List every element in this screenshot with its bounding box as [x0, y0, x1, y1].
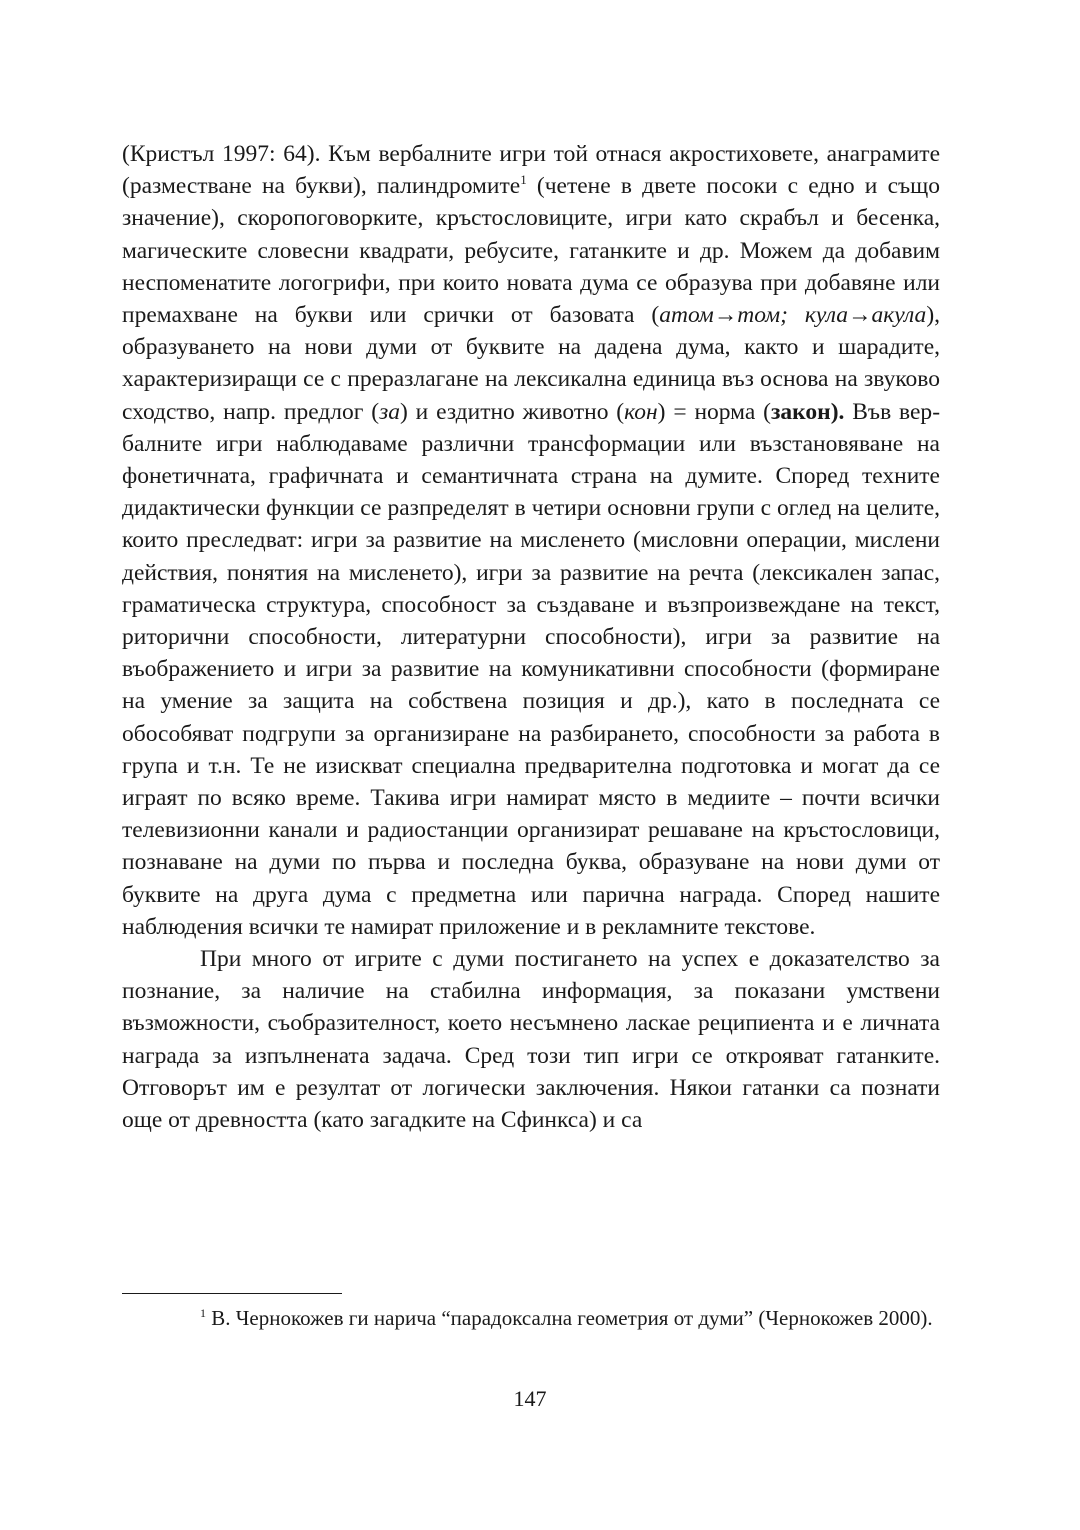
- paragraph-1-text-b: (четене в двете посоки с едно и също значение), скоропоговорките, кръстословиците, игри като скрабъл и бесенка, магическите словесни квадрати, ребусите, гатанките и др. Можем да добавим неспоменатите логогрифи, при които новата дума се образува при добавяне или премахване на букви или срички от базовата (: [122, 173, 940, 329]
- example-logogriph: атом→том; кула→акула: [659, 302, 927, 329]
- example-answer: закон).: [770, 398, 845, 425]
- footnote-mark: 1: [200, 1306, 206, 1320]
- paragraph-1-text-c: ), образуването на нови думи от буквите на дадена дума, както и шарадите, характеризиращи се с преразлагане на лексикална единица въз основа на звуково сходство, напр. предлог (: [122, 302, 941, 425]
- paragraph-2: При много от игрите с думи постигането на успех е доказателство за познание, за наличие на стабилна информация, за показани умствени възможности, съобразителност, което несъмнено ласкае реципиента и е личната награда за изпълнената задача. Сред този тип игри се открояват гатанките. Отговорът им е резултат от логически заключения. Някои гатанки са познати още от древността (като загадките на Сфинкса) и са: [122, 946, 940, 1134]
- footnote: [122, 1303, 940, 1334]
- footnote-reference[interactable]: 1: [520, 172, 527, 188]
- example-preposition: за: [379, 398, 400, 425]
- paragraph-1-text-f: Във вербалните игри наблюдаваме различни трансформации или възстановяване на фонетичната, графичната и семантичната страна на думите. Според техните дидактически функции се разпределят в четири основни групи с оглед на целите, които преследват: игри за развитие на мисленето (мисловни операции, мислени действия, понятия на мисленето), игри за развитие на речта (лексикален запас, граматическа структура, способност за създаване и възпроизвеждане на текст, риторични способности, литературни способности), игри за развитие на въображението и игри за развитие на комуникативни способности (формиране на умение за защита на собствена позиция и др.), като в последната се обособяват подгрупи за организиране на разбирането, способности за работа в група и т.н. Те не изискват специална предварителна подготовка и могат да се играят по всяко време. Такива игри намират място в медиите – почти всички телевизионни канали и радиостанции организират решаване на кръстословици, познаване на думи по първа и последна буква, образуване на нови думи от буквите на друга дума с предметна или парична награда. Според нашите наблюдения всички те намират приложение и в рекламните текстове.: [122, 398, 941, 940]
- paragraph-1-text-e: ) = норма (: [657, 398, 771, 425]
- footnote-separator: [122, 1293, 342, 1294]
- footnote-text: В. Чернокожев ги нарича “парадоксална геометрия от думи” (Чернокожев 2000).: [206, 1306, 933, 1330]
- page-body: [122, 138, 940, 1136]
- example-animal: кон: [624, 398, 658, 425]
- paragraph-1-text-d: ) и ездитно животно (: [400, 398, 625, 425]
- page-number: 147: [513, 1386, 547, 1411]
- paragraph-1-text-a: (Кристъл 1997: 64). Към вербалните игри той отнася акростиховете, анаграмите (разместване на букви), палиндромите: [122, 141, 940, 200]
- paragraph-1: [122, 138, 940, 943]
